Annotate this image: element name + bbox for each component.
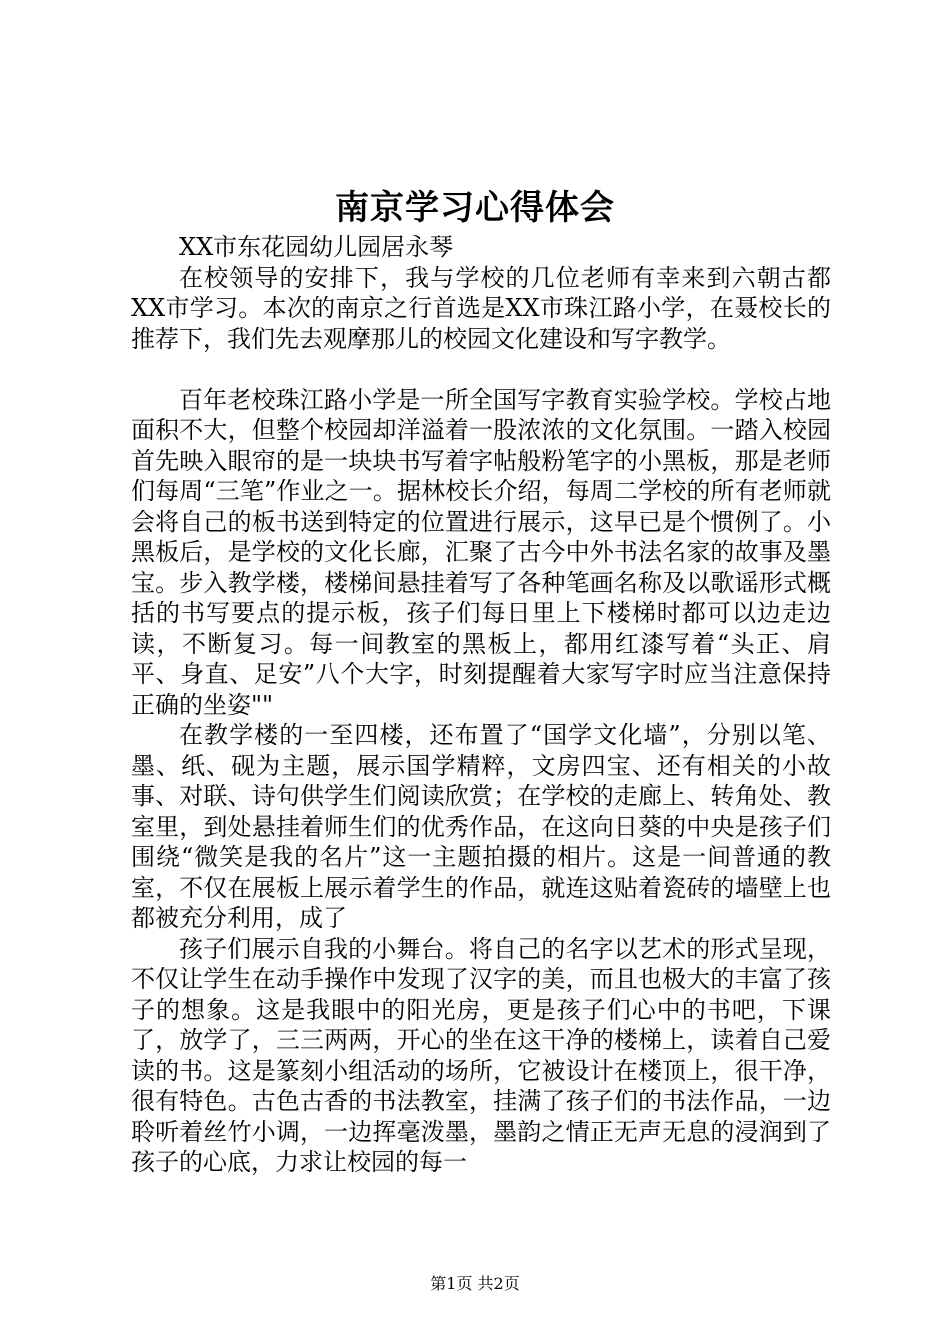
paragraph-1: 在校领导的安排下，我与学校的几位老师有幸来到六朝古都XX市学习。本次的南京之行首选是XX市珠江路小学，在聂校长的推荐下，我们先去观摩那儿的校园文化建设和写字教学。	[131, 263, 831, 353]
author-line: XX市东花园幼儿园居永琴	[179, 233, 454, 261]
paragraph-gap	[131, 354, 831, 385]
page-footer: 第1页 共2页	[430, 1274, 520, 1293]
document-body	[131, 232, 831, 1178]
paragraph-3: 在教学楼的一至四楼，还布置了“国学文化墙”，分别以笔、墨、纸、砚为主题，展示国学精粹，文房四宝、还有相关的小故事、对联、诗句供学生们阅读欣赏；在学校的走廊上、转角处、教室里，到处悬挂着师生们的优秀作品，在这向日葵的中央是孩子们围绕“微笑是我的名片”这一主题拍摄的相片。这是一间普通的教室，不仅在展板上展示着学生的作品，就连这贴着瓷砖的墙壁上也都被充分利用，成了	[131, 721, 831, 932]
paragraph-2: 百年老校珠江路小学是一所全国写字教育实验学校。学校占地面积不大，但整个校园却洋溢着一股浓浓的文化氛围。一踏入校园首先映入眼帘的是一块块书写着字帖般粉笔字的小黑板，那是老师们每周“三笔”作业之一。据林校长介绍，每周二学校的所有老师就会将自己的板书送到特定的位置进行展示，这早已是个惯例了。小黑板后，是学校的文化长廊，汇聚了古今中外书法名家的故事及墨宝。步入教学楼，楼梯间悬挂着写了各种笔画名称及以歌谣形式概括的书写要点的提示板，孩子们每日里上下楼梯时都可以边走边读，不断复习。每一间教室的黑板上，都用红漆写着“头正、肩平、身直、足安”八个大字，时刻提醒着大家写字时应当注意保持正确的坐姿""	[131, 385, 831, 719]
document-title: 南京学习心得体会	[335, 188, 615, 228]
paragraph-4: 孩子们展示自我的小舞台。将自己的名字以艺术的形式呈现，不仅让学生在动手操作中发现了汉字的美，而且也极大的丰富了孩子的想象。这是我眼中的阳光房，更是孩子们心中的书吧，下课了，放学了，三三两两，开心的坐在这干净的楼梯上，读着自己爱读的书。这是篆刻小组活动的场所，它被设计在楼顶上，很干净，很有特色。古色古香的书法教室，挂满了孩子们的书法作品，一边聆听着丝竹小调，一边挥毫泼墨，墨韵之情正无声无息的浸润到了孩子的心底，力求让校园的每一	[131, 934, 831, 1176]
